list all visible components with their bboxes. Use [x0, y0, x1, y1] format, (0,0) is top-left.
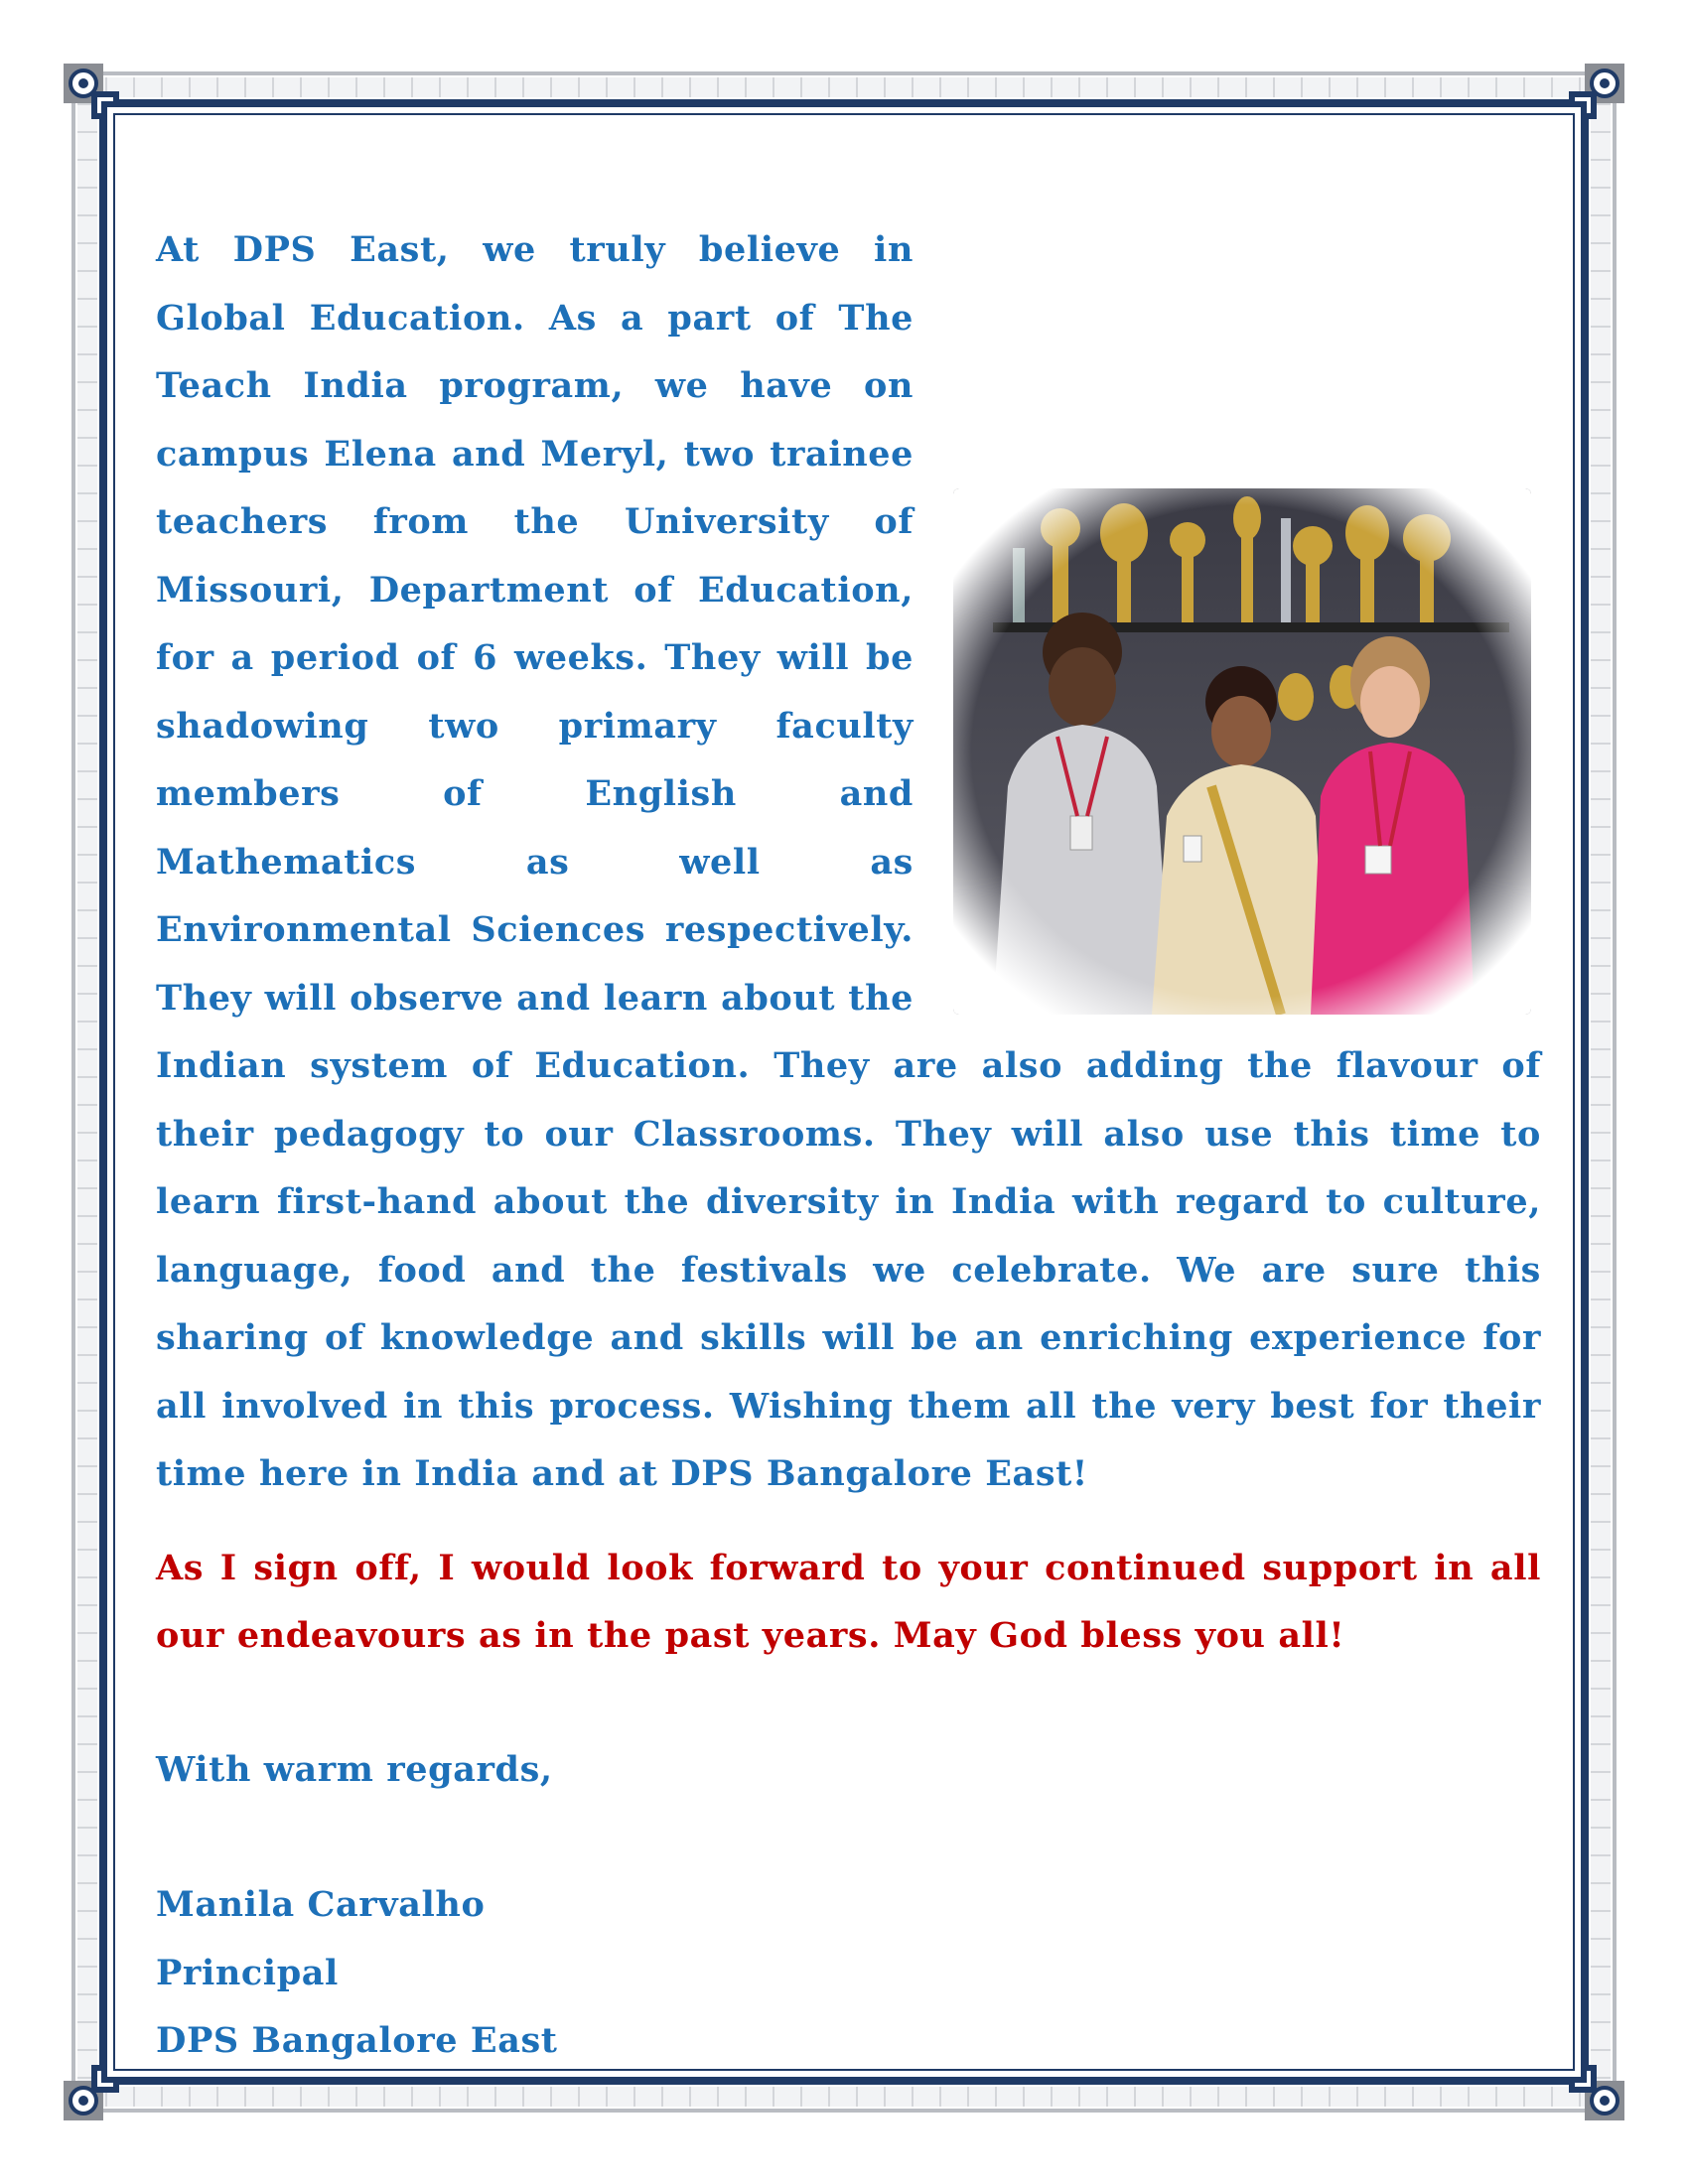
corner-ornament: [1563, 2059, 1626, 2122]
signature-name: Manila Carvalho: [156, 1884, 486, 1925]
signature-title: Principal: [156, 1952, 339, 1993]
letter-body: [156, 216, 1541, 2076]
letter-paragraph-main: At DPS East, we truly believe in Global Education. As a part of The Teach India program, we have on campus Elena and Meryl, two trainee teachers from the University of Missouri, Department of Education, for a period of 6 weeks. They will be shadowing two primary faculty members of English and Mathematics as well as Environmental Sciences respectively. They will observe and learn about the Indian system of Education. They are also adding the flavour of their pedagogy to our Classrooms. They will also use this time to learn first-hand about the diversity in India with regard to culture, language, food and the festivals we celebrate. We are sure this sharing of knowledge and skills will be an enriching experience for all involved in this process. Wishing them all the very best for their time here in India and at DPS Bangalore East!: [156, 229, 1541, 1494]
signature-school: DPS Bangalore East: [156, 2020, 558, 2061]
corner-ornament: [1563, 62, 1626, 125]
closing-salutation: With warm regards,: [156, 1748, 553, 1790]
letter-paragraph-closing-wish: As I sign off, I would look forward to your continued support in all our endeavours as in the past years. May God bless you all!: [156, 1547, 1541, 1656]
signature-block: [156, 1871, 1541, 2076]
corner-ornament: [62, 62, 125, 125]
group-photo-image: [953, 488, 1531, 1015]
group-photo: [953, 488, 1531, 1015]
corner-ornament: [62, 2059, 125, 2122]
